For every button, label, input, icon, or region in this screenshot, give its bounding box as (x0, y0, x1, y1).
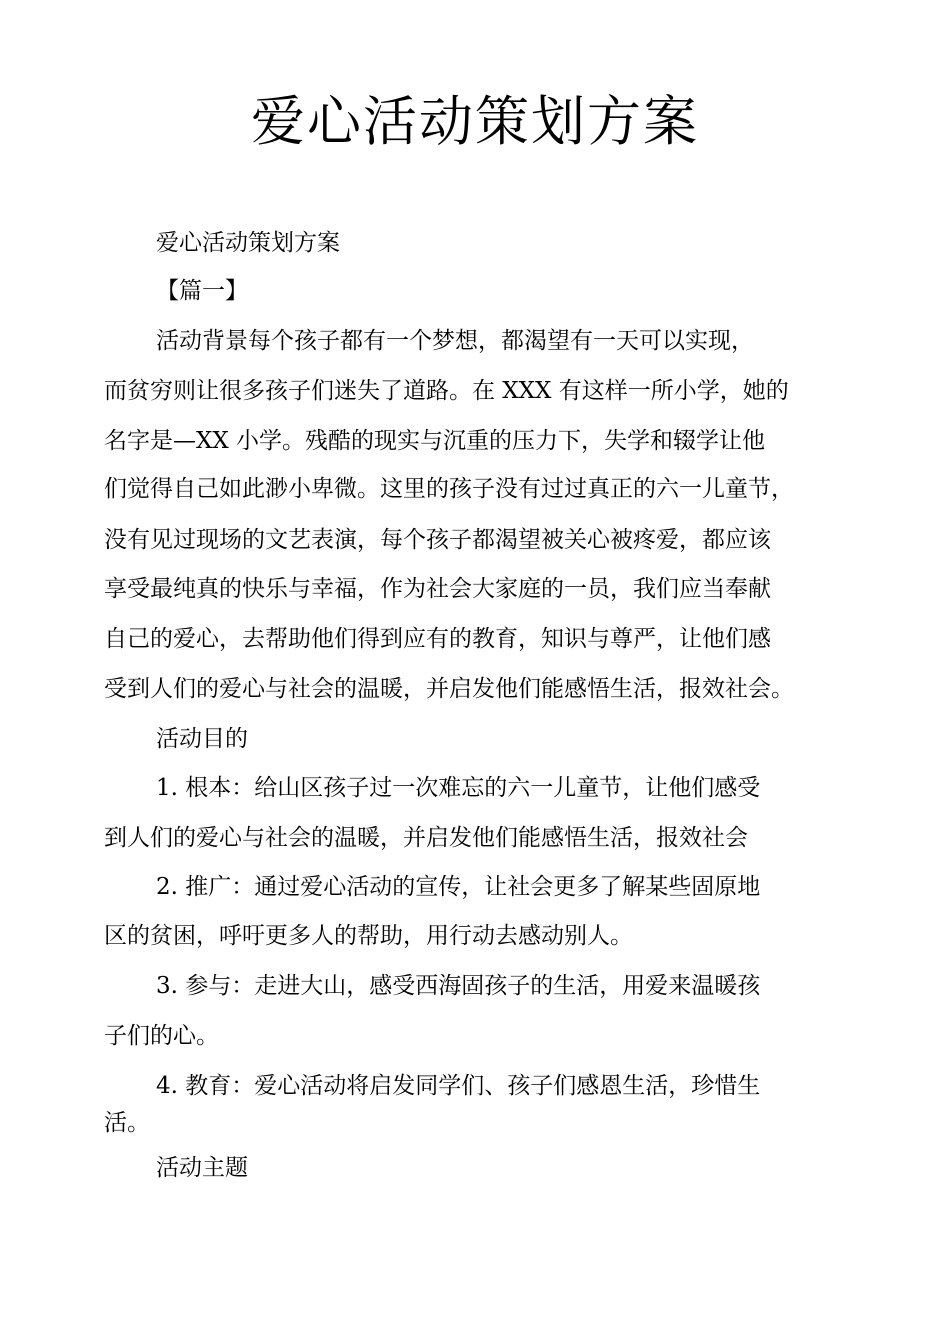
paragraph-line: 名字是—XX 小学。残酷的现实与沉重的压力下，失学和辍学让他 (104, 428, 766, 454)
list-item-line: 2. 推广：通过爱心活动的宣传，让社会更多了解某些固原地 (156, 874, 761, 900)
subtitle-line: 爱心活动策划方案 (156, 230, 340, 256)
list-item-line: 4. 教育：爱心活动将启发同学们、孩子们感恩生活，珍惜生 (156, 1073, 761, 1099)
paragraph-line: 而贫穷则让很多孩子们迷失了道路。在 XXX 有这样一所小学，她的 (104, 378, 789, 404)
paragraph-line: 自己的爱心，去帮助他们得到应有的教育，知识与尊严，让他们感 (104, 626, 771, 652)
section-heading: 活动目的 (156, 726, 248, 752)
paragraph-line: 享受最纯真的快乐与幸福，作为社会大家庭的一员，我们应当奉献 (104, 576, 771, 602)
list-item-line: 到人们的爱心与社会的温暖，并启发他们能感悟生活，报效社会 (104, 825, 748, 851)
list-item-line: 区的贫困，呼吁更多人的帮助，用行动去感动别人。 (104, 923, 633, 949)
section-heading: 活动主题 (156, 1155, 248, 1181)
paragraph-line: 没有见过现场的文艺表演，每个孩子都渴望被关心被疼爱，都应该 (104, 527, 771, 553)
paragraph-line: 活动背景每个孩子都有一个梦想，都渴望有一天可以实现， (156, 328, 754, 354)
paragraph-line: 受到人们的爱心与社会的温暖，并启发他们能感悟生活，报效社会。 (104, 676, 794, 702)
list-item-line: 1. 根本：给山区孩子过一次难忘的六一儿童节，让他们感受 (156, 775, 761, 801)
list-item-line: 3. 参与：走进大山，感受西海固孩子的生活，用爱来温暖孩 (156, 973, 761, 999)
list-item-line: 子们的心。 (104, 1023, 219, 1049)
list-item-line: 活。 (104, 1110, 150, 1136)
paragraph-line: 们觉得自己如此渺小卑微。这里的孩子没有过过真正的六一儿童节， (104, 476, 794, 502)
section-heading: 【篇一】 (156, 278, 248, 304)
document-title: 爱心活动策划方案 (251, 90, 699, 153)
